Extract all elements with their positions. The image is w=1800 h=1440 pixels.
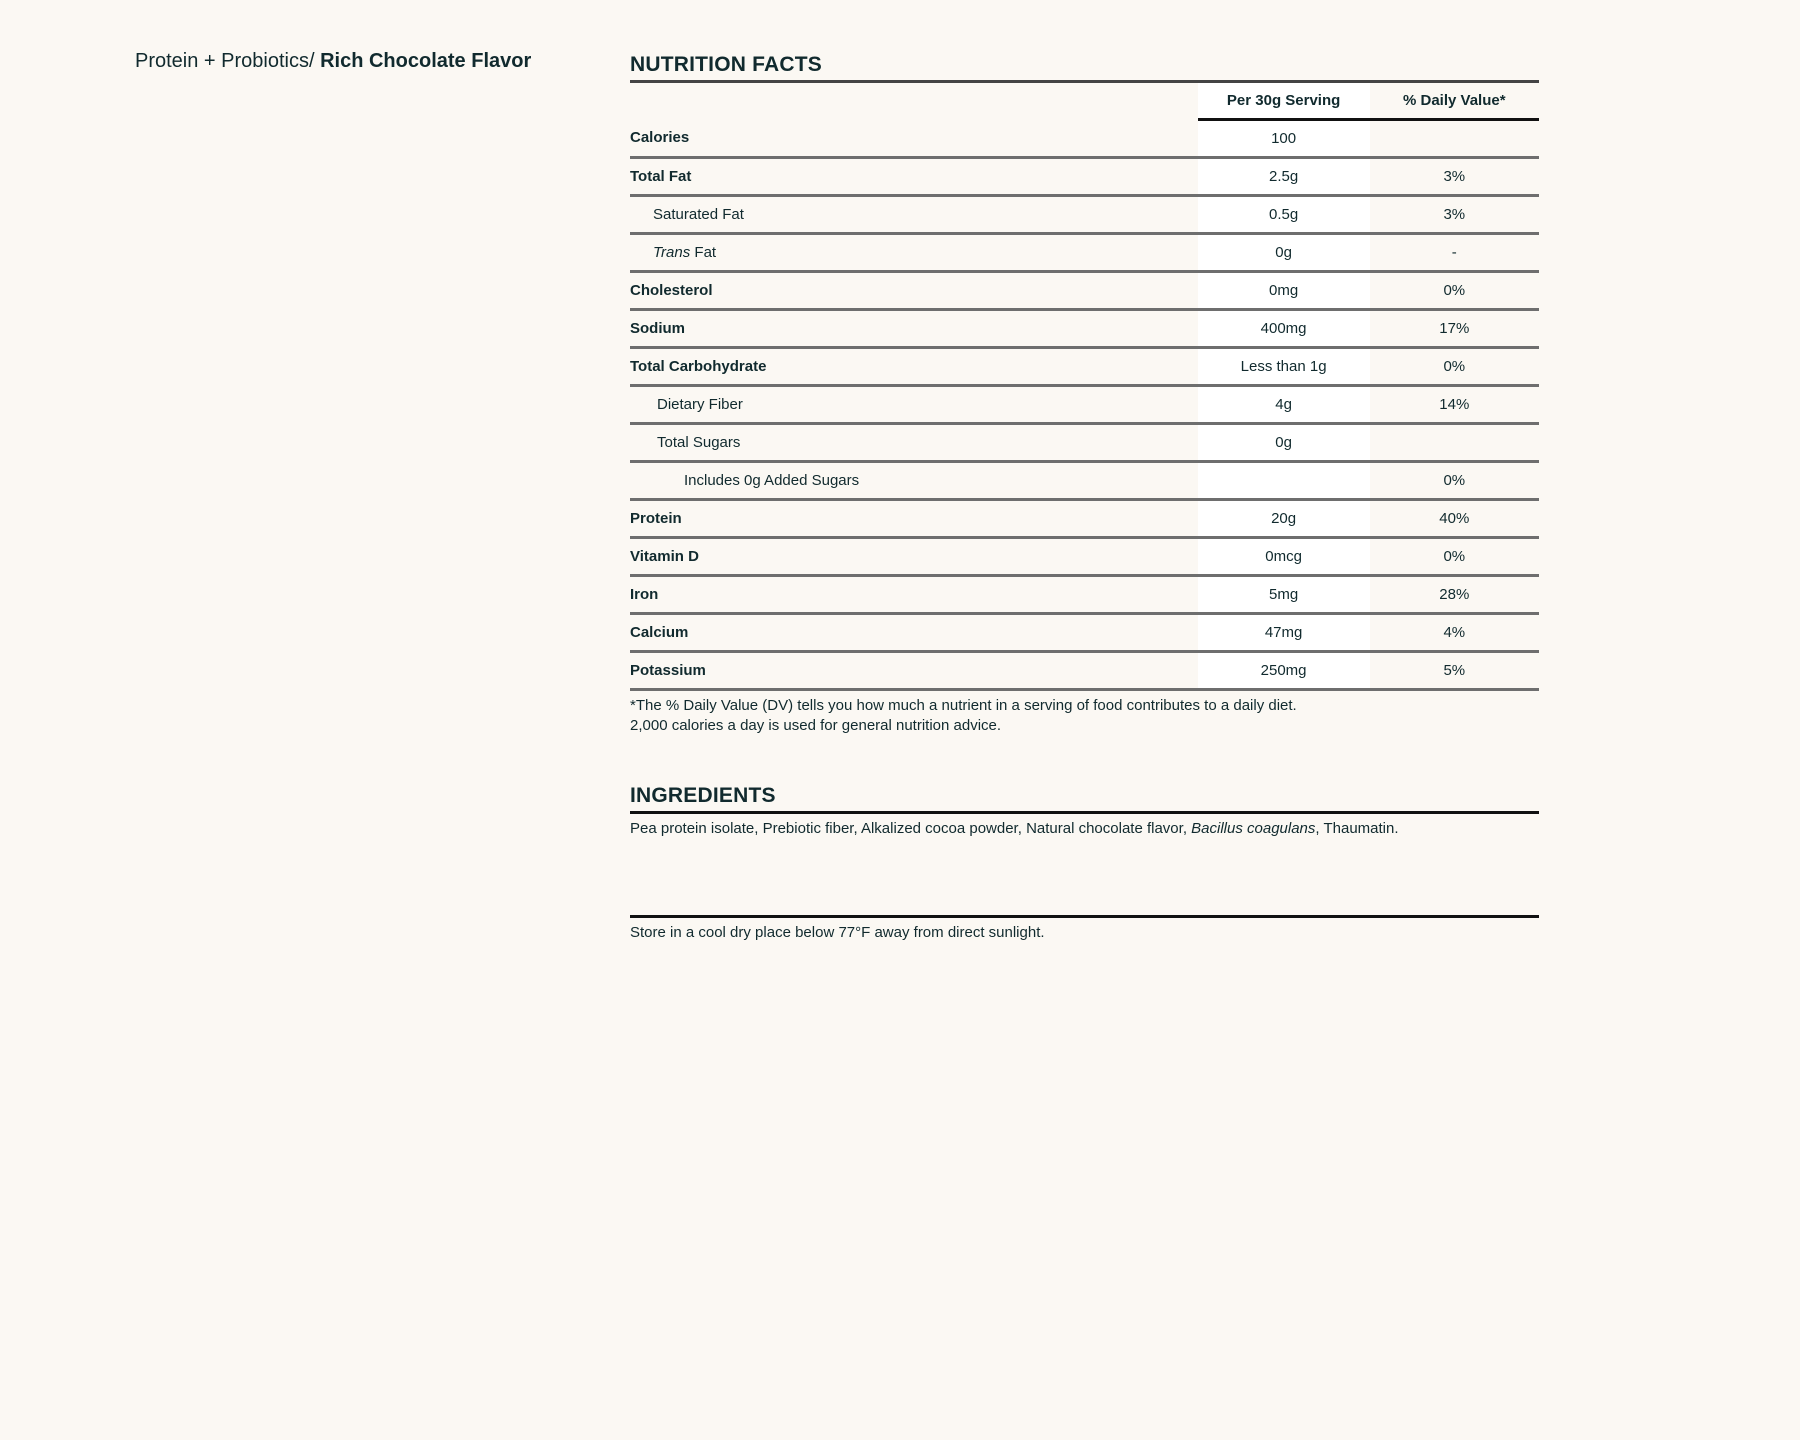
nutrient-name: Cholesterol <box>630 272 1198 310</box>
nutrient-serving: 400mg <box>1198 310 1370 348</box>
daily-value-footnote <box>630 696 1539 736</box>
ingredients-text-part: Pea protein isolate, Prebiotic fiber, Alkalized cocoa powder, Natural chocolate flavor, <box>630 820 1192 837</box>
nutrient-name: Sodium <box>630 310 1198 348</box>
nutrient-row-trans-fat <box>630 234 1539 272</box>
nutrition-header-row <box>630 83 1539 120</box>
nutrient-name: Calcium <box>630 614 1198 652</box>
nutrient-serving: 0g <box>1198 424 1370 462</box>
product-title <box>135 50 531 73</box>
nutrient-name: Protein <box>630 500 1198 538</box>
ingredients-rule <box>630 811 1539 814</box>
nutrient-name: Includes 0g Added Sugars <box>630 462 1198 500</box>
nutrient-dv: 0% <box>1370 348 1539 386</box>
header-serving: Per 30g Serving <box>1198 83 1370 120</box>
nutrient-dv: 0% <box>1370 538 1539 576</box>
nutrient-name: Vitamin D <box>630 538 1198 576</box>
product-line: Protein + Probiotics/ <box>135 50 315 72</box>
nutrient-serving: 5mg <box>1198 576 1370 614</box>
ingredients-text-part: , Thaumatin. <box>1315 820 1399 837</box>
nutrient-dv: 0% <box>1370 462 1539 500</box>
nutrient-serving <box>1198 462 1370 500</box>
footnote-line-1: *The % Daily Value (DV) tells you how much a nutrient in a serving of food contributes to a daily diet. <box>630 697 1297 714</box>
nutrient-name-italic: Trans <box>653 244 691 261</box>
footnote-line-2: 2,000 calories a day is used for general nutrition advice. <box>630 717 1002 734</box>
nutrient-row-total-carbohydrate <box>630 348 1539 386</box>
storage-rule <box>630 915 1539 918</box>
nutrient-serving: 2.5g <box>1198 158 1370 196</box>
nutrient-name: Total Sugars <box>630 424 1198 462</box>
product-flavor: Rich Chocolate Flavor <box>320 50 532 72</box>
nutrient-row-sodium <box>630 310 1539 348</box>
nutrient-serving: 0mcg <box>1198 538 1370 576</box>
nutrient-row-protein <box>630 500 1539 538</box>
nutrition-panel <box>630 50 1539 941</box>
nutrient-row-vitamin-d <box>630 538 1539 576</box>
nutrient-serving: 0mg <box>1198 272 1370 310</box>
nutrient-row-saturated-fat <box>630 196 1539 234</box>
nutrient-name: Saturated Fat <box>630 196 1198 234</box>
nutrient-dv: 3% <box>1370 196 1539 234</box>
nutrient-name: Total Fat <box>630 158 1198 196</box>
nutrient-name: Total Carbohydrate <box>630 348 1198 386</box>
nutrient-dv: 14% <box>1370 386 1539 424</box>
nutrient-dv: 0% <box>1370 272 1539 310</box>
nutrient-dv: 17% <box>1370 310 1539 348</box>
header-blank <box>630 83 1198 120</box>
nutrition-table <box>630 83 1539 691</box>
nutrient-dv: 28% <box>1370 576 1539 614</box>
nutrient-serving: 100 <box>1198 120 1370 158</box>
nutrient-serving: 4g <box>1198 386 1370 424</box>
nutrient-dv: - <box>1370 234 1539 272</box>
ingredients-title: INGREDIENTS <box>630 784 776 807</box>
nutrient-name-rest: Fat <box>690 244 717 261</box>
nutrient-row-calcium <box>630 614 1539 652</box>
nutrient-dv: 5% <box>1370 652 1539 690</box>
nutrient-serving: 0.5g <box>1198 196 1370 234</box>
nutrient-row-added-sugars <box>630 462 1539 500</box>
storage-text: Store in a cool dry place below 77°F away from direct sunlight. <box>630 924 1045 941</box>
nutrient-row-total-fat <box>630 158 1539 196</box>
nutrient-name: Calories <box>630 120 1198 158</box>
ingredients-text <box>630 820 1539 837</box>
nutrient-dv: 40% <box>1370 500 1539 538</box>
header-daily-value: % Daily Value* <box>1370 83 1539 120</box>
nutrient-name: Dietary Fiber <box>630 386 1198 424</box>
ingredients-text-italic: Bacillus coagulans <box>1191 820 1316 837</box>
nutrition-facts-title: NUTRITION FACTS <box>630 53 822 76</box>
nutrient-name: Iron <box>630 576 1198 614</box>
nutrient-row-dietary-fiber <box>630 386 1539 424</box>
nutrient-name <box>630 234 1198 272</box>
nutrient-row-total-sugars <box>630 424 1539 462</box>
nutrient-dv: 3% <box>1370 158 1539 196</box>
nutrient-serving: 250mg <box>1198 652 1370 690</box>
nutrient-serving: 0g <box>1198 234 1370 272</box>
nutrient-row-potassium <box>630 652 1539 690</box>
nutrient-row-iron <box>630 576 1539 614</box>
nutrient-row-cholesterol <box>630 272 1539 310</box>
nutrient-name: Potassium <box>630 652 1198 690</box>
nutrient-dv: 4% <box>1370 614 1539 652</box>
nutrient-dv <box>1370 120 1539 158</box>
nutrient-dv <box>1370 424 1539 462</box>
nutrient-row-calories <box>630 120 1539 158</box>
nutrient-serving: 47mg <box>1198 614 1370 652</box>
nutrient-serving: 20g <box>1198 500 1370 538</box>
nutrient-serving: Less than 1g <box>1198 348 1370 386</box>
